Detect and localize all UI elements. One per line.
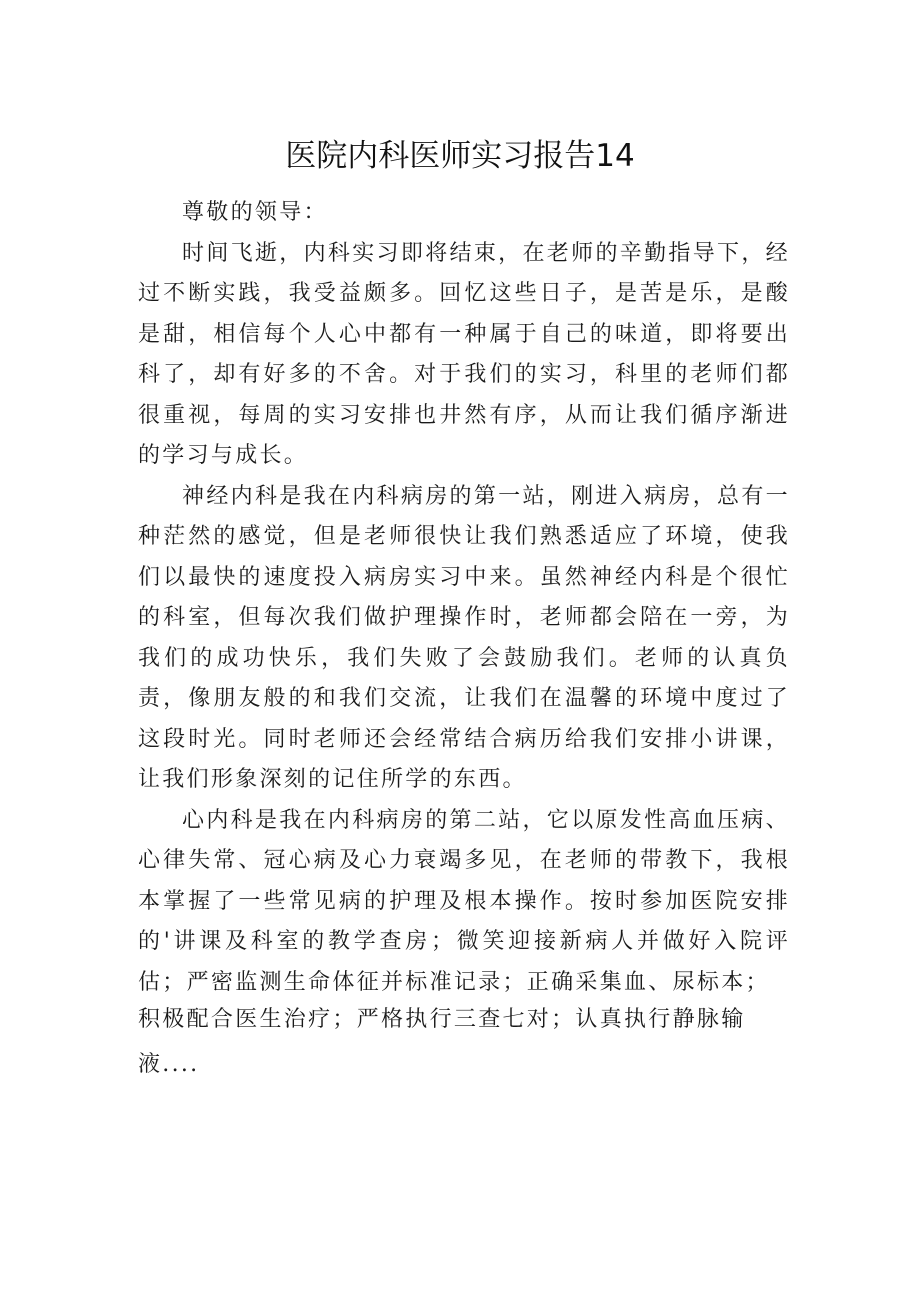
paragraph-internship-overview: 时间飞逝，内科实习即将结束，在老师的辛勤指导下，经过不断实践，我受益颇多。回忆这些日子，是苦是乐，是酸是甜，相信每个人心中都有一种属于自己的味道，即将要出科了，却有好多的不舍。对于我们的实习，科里的老师们都很重视，每周的实习安排也井然有序，从而让我们循序渐进的学习与成长。 [138, 240, 790, 468]
document-title: 医院内科医师实习报告14 [285, 138, 635, 174]
paragraph-cardiology: 心内科是我在内科病房的第二站，它以原发性高血压病、心律失常、冠心病及心力衰竭多见，在老师的带教下，我根本掌握了一些常见病的护理及根本操作。按时参加医院安排的'讲课及科室的教学查房；微笑迎接新病人并做好入院评估；严密监测生命体征并标准记录；正确采集血、尿标本； [138, 807, 790, 995]
paragraph-ellipsis-line: 液.... [138, 1052, 200, 1077]
paragraph-continuation-line: 积极配合医生治疗；严格执行三查七对；认真执行静脉输 [138, 1007, 746, 1032]
salutation: 尊敬的领导： [182, 200, 328, 225]
paragraph-neurology: 神经内科是我在内科病房的第一站，刚进入病房，总有一种茫然的感觉，但是老师很快让我们熟悉适应了环境，使我们以最快的速度投入病房实习中来。虽然神经内科是个很忙的科室，但每次我们做护理操作时，老师都会陪在一旁，为我们的成功快乐，我们失败了会鼓励我们。老师的认真负责，像朋友般的和我们交流，让我们在温馨的环境中度过了这段时光。同时老师还会经常结合病历给我们安排小讲课，让我们形象深刻的记住所学的东西。 [138, 483, 790, 792]
document-body [138, 193, 790, 1093]
